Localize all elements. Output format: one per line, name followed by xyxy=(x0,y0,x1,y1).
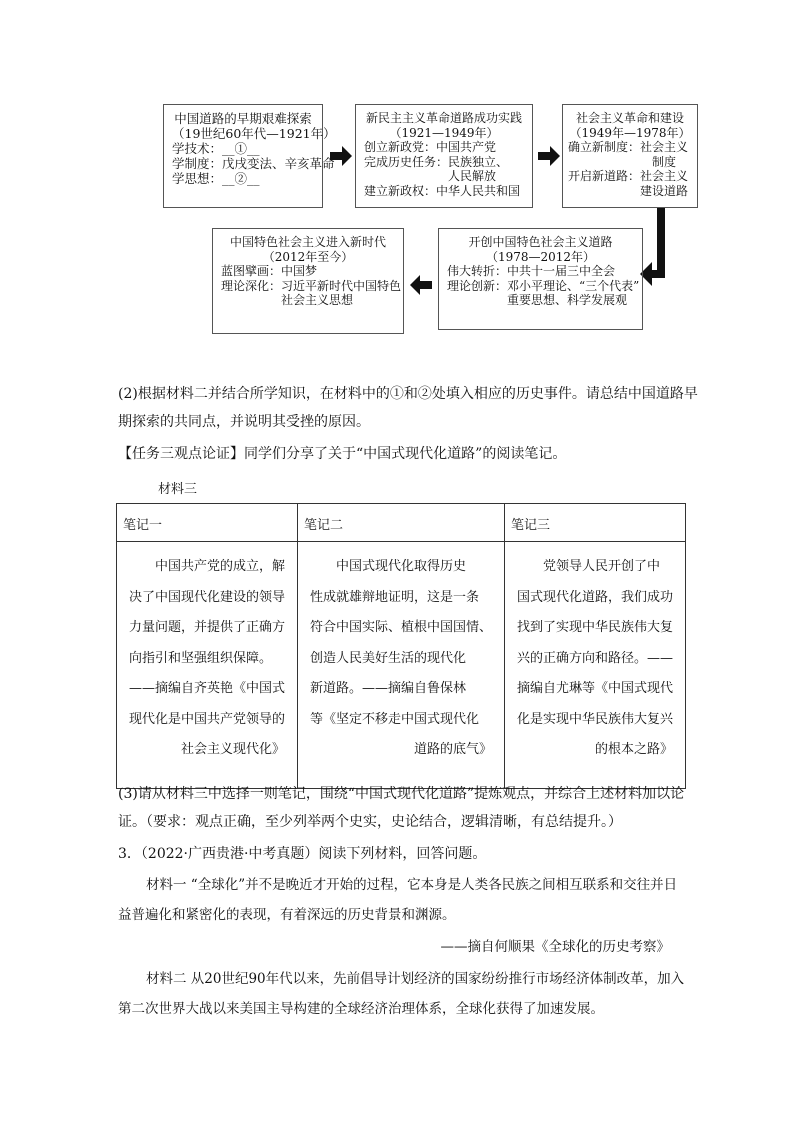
box-line: （19世纪60年代—1921年） xyxy=(172,126,336,141)
arrow-right-icon xyxy=(538,146,560,166)
diagram-box-new-era xyxy=(212,228,404,334)
box-line: （1949年—1978年） xyxy=(569,125,691,140)
box-line: 重要思想、科学发展观 xyxy=(447,293,628,307)
box-line: 创立新政党：中国共产党 xyxy=(364,140,497,154)
box-line: （2012年至今） xyxy=(262,249,354,264)
box-line: 开启新道路：社会主义 xyxy=(568,169,689,183)
box-line: 学制度：戊戌变法、辛亥革命 xyxy=(172,156,335,171)
box-line: 建设道路 xyxy=(568,183,689,198)
arrow-left-icon xyxy=(410,275,432,295)
task-3-intro: 【任务三观点论证】同学们分享了关于“中国式现代化道路”的阅读笔记。 xyxy=(118,446,567,462)
note-line: 中国式现代化取得历史 xyxy=(310,559,467,574)
note-3-cell xyxy=(505,542,686,789)
box-line: 社会主义革命和建设 xyxy=(575,111,684,125)
note-line: 现代化是中国共产党领导的 xyxy=(129,711,286,727)
box-line: 理论创新：邓小平理论、“三个代表” xyxy=(447,278,640,293)
diagram-box-socialist-revolution xyxy=(562,104,698,208)
note-line: 摘编自尤琳等《中国式现代 xyxy=(517,681,674,696)
note-2-cell xyxy=(298,542,505,789)
note-line: 中国共产党的成立，解 xyxy=(129,559,286,574)
note-line: 的根本之路》 xyxy=(595,742,674,757)
note-line: 化是实现中华民族伟大复兴 xyxy=(517,711,674,727)
note-line: 性成就雄辩地证明，这是一条 xyxy=(310,589,480,605)
note-line: 力量问题，并提供了正确方 xyxy=(129,620,286,635)
table-header-row xyxy=(117,504,686,542)
note-line: 兴的正确方向和路径。—— xyxy=(517,650,674,666)
material-3-label: 材料三 xyxy=(158,482,198,497)
note-line: 党领导人民开创了中 xyxy=(517,559,661,574)
box-line: 确立新制度：社会主义 xyxy=(568,140,689,154)
note-line: 社会主义现代化》 xyxy=(181,742,286,757)
table-header: 笔记三 xyxy=(505,504,686,542)
note-line: 国式现代化道路，我们成功 xyxy=(517,589,674,605)
box-line: 蓝图擘画：中国梦 xyxy=(221,264,318,278)
box-line: 建立新政权：中华人民共和国 xyxy=(364,183,521,198)
box-line: 学思想：__②__ xyxy=(172,171,260,186)
diagram-box-chinese-socialism xyxy=(438,228,643,330)
material-2: 材料二 从20世纪90年代以来，先前倡导计划经济的国家纷纷推行市场经济体制改革，加入第二次世界大战以来美国主导构建的全球经济治理体系，全球化获得了加速发展。 xyxy=(118,971,685,1017)
box-line: 中国道路的早期艰难探索 xyxy=(174,111,312,126)
note-line: 道路的底气》 xyxy=(414,742,493,757)
material-1-source: ——摘自何顺果《全球化的历史考察》 xyxy=(440,939,670,955)
box-line: 中国特色社会主义进入新时代 xyxy=(229,235,386,249)
diagram-box-early-exploration xyxy=(163,104,336,208)
notes-table xyxy=(116,503,686,789)
table-header: 笔记二 xyxy=(298,504,505,542)
note-line: 找到了实现中华民族伟大复 xyxy=(517,620,674,635)
box-line: （1978—2012年） xyxy=(485,249,596,264)
box-line: 开创中国特色社会主义道路 xyxy=(468,235,613,249)
box-line: 完成历史任务：民族独立、 xyxy=(364,154,509,169)
box-line: 制度 xyxy=(568,154,677,169)
arrow-right-icon xyxy=(330,146,352,166)
note-line: 符合中国实际、植根中国国情、 xyxy=(310,620,493,635)
note-line: 向指引和坚强组织保障。 xyxy=(129,650,273,666)
question-2: (2)根据材料二并结合所学知识，在材料中的①和②处填入相应的历史事件。请总结中国道路早期探索的共同点，并说明其受挫的原因。 xyxy=(118,386,698,430)
note-line: 新道路。——摘编自鲁保林 xyxy=(310,681,467,696)
question-3-header: 3．（2022·广西贵港·中考真题）阅读下列材料，回答问题。 xyxy=(118,846,487,862)
note-line: 等《坚定不移走中国式现代化 xyxy=(310,711,480,727)
box-line: 人民解放 xyxy=(364,169,497,183)
box-line: 学技术：__①__ xyxy=(172,141,260,156)
note-line: ——摘编自齐英艳《中国式 xyxy=(129,681,286,696)
box-line: 伟大转折：中共十一届三中全会 xyxy=(447,264,616,278)
arrow-down-left-icon xyxy=(640,208,670,288)
table-header: 笔记一 xyxy=(117,504,298,542)
box-line: （1921—1949年） xyxy=(389,125,499,140)
note-line: 决了中国现代化建设的领导 xyxy=(129,589,286,605)
note-1-cell xyxy=(117,542,298,789)
diagram-box-new-democratic xyxy=(355,104,533,208)
box-line: 理论深化：习近平新时代中国特色 xyxy=(221,278,402,293)
question-3: (3)请从材料三中选择一则笔记，围绕“中国式现代化道路”提炼观点，并综合上述材料加以论证。（要求：观点正确，至少列举两个史实，史论结合，逻辑清晰，有总结提升。） xyxy=(118,786,685,830)
box-line: 新民主主义革命道路成功实践 xyxy=(365,111,522,125)
table-row xyxy=(117,542,686,789)
material-1: 材料一 “全球化”并不是晚近才开始的过程，它本身是人类各民族之间相互联系和交往并日益普遍化和紧密化的表现，有着深远的历史背景和渊源。 xyxy=(118,877,678,923)
box-line: 社会主义思想 xyxy=(221,293,354,307)
note-line: 创造人民美好生活的现代化 xyxy=(310,650,467,666)
